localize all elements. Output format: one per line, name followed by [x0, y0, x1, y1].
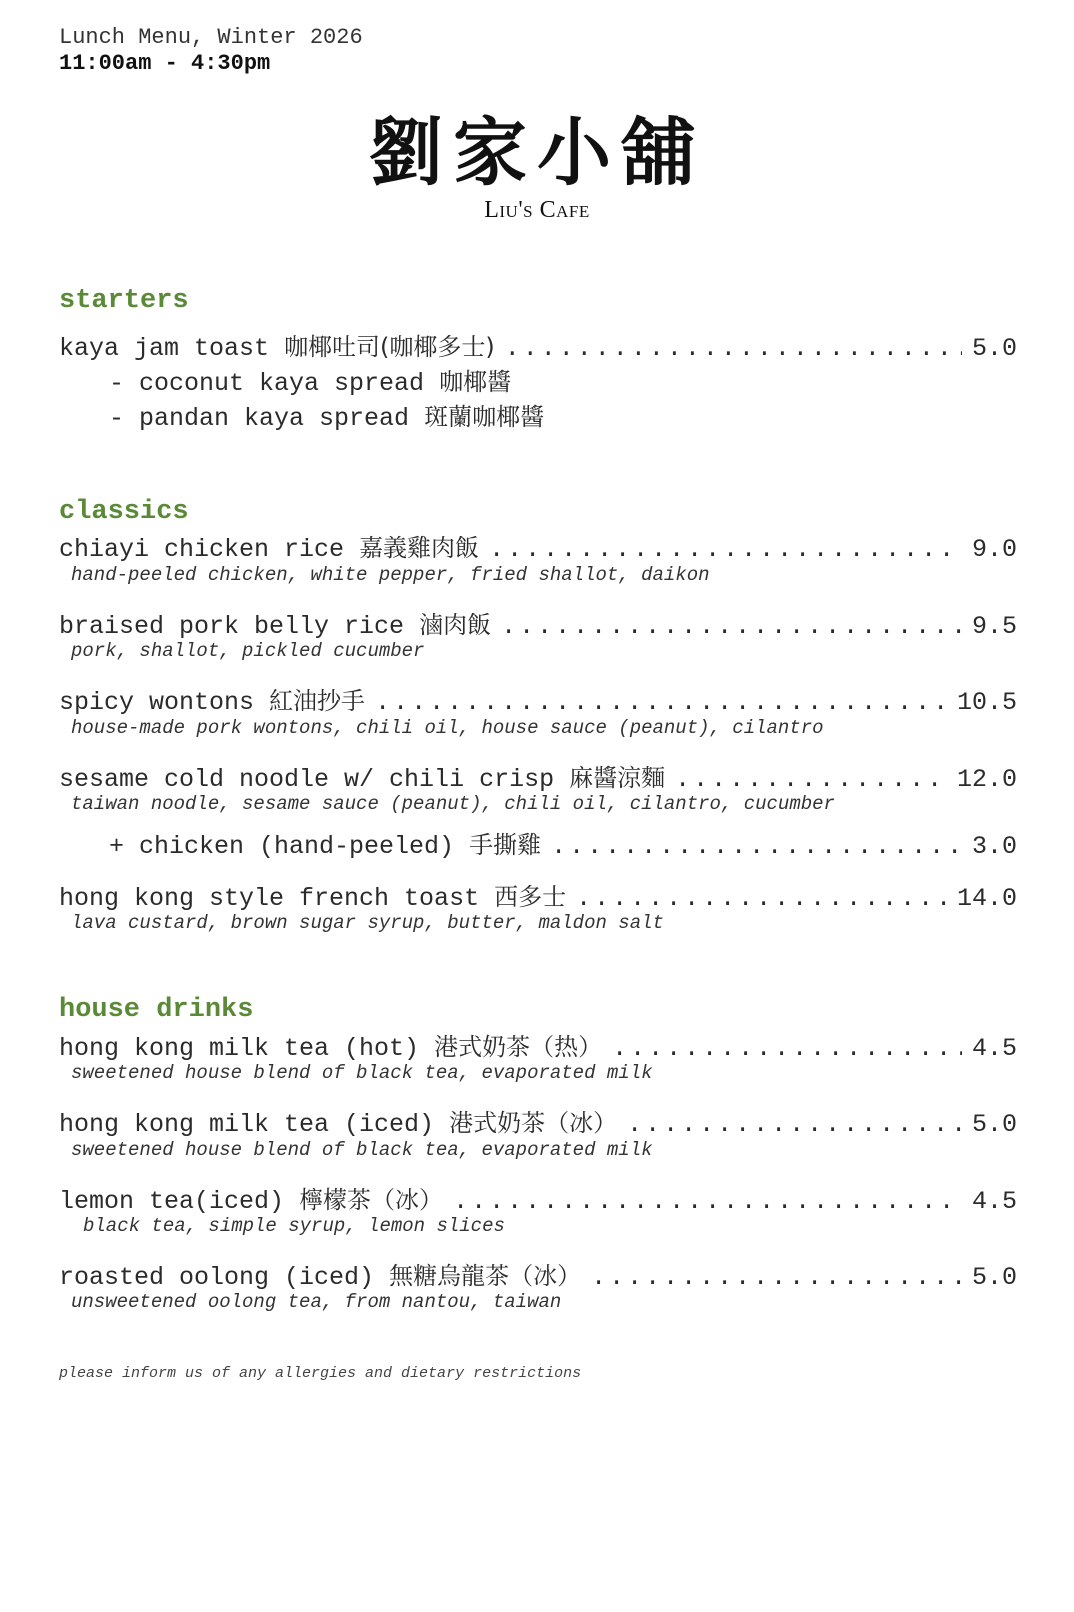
- dot-leader: [612, 1032, 962, 1066]
- item-name: hong kong milk tea (iced) 港式奶茶（冰）: [59, 1109, 618, 1139]
- dot-leader: [505, 332, 962, 366]
- item-description: hand-peeled chicken, white pepper, fried shallot, daikon: [71, 564, 710, 586]
- item-price: 12.0: [956, 765, 1017, 794]
- dot-leader: [453, 1185, 962, 1219]
- item-price: 10.5: [956, 688, 1017, 717]
- allergy-note: please inform us of any allergies and dietary restrictions: [59, 1365, 582, 1382]
- item-price: 5.0: [971, 1110, 1017, 1139]
- menu-item: [59, 761, 1017, 795]
- addon-price: 3.0: [971, 832, 1017, 861]
- menu-hours: 11:00am - 4:30pm: [59, 51, 271, 76]
- section-title-starters: starters: [59, 286, 189, 316]
- item-name: hong kong milk tea (hot) 港式奶茶（热）: [59, 1033, 603, 1063]
- menu-item: [59, 1106, 1017, 1140]
- item-name: sesame cold noodle w/ chili crisp 麻醬涼麵: [59, 764, 666, 794]
- cafe-logo: [0, 110, 1074, 224]
- menu-item: [59, 330, 1017, 364]
- dot-leader: [375, 686, 947, 720]
- item-description: sweetened house blend of black tea, evaporated milk: [71, 1062, 653, 1084]
- item-name: braised pork belly rice 滷肉飯: [59, 611, 492, 641]
- item-description: house-made pork wontons, chili oil, house sauce (peanut), cilantro: [71, 717, 824, 739]
- menu-item: [59, 684, 1017, 718]
- item-name: roasted oolong (iced) 無糖烏龍茶（冰）: [59, 1262, 582, 1292]
- menu-item: [59, 608, 1017, 642]
- item-description: taiwan noodle, sesame sauce (peanut), chili oil, cilantro, cucumber: [71, 793, 835, 815]
- item-price: 5.0: [971, 1263, 1017, 1292]
- item-name: spicy wontons 紅油抄手: [59, 687, 366, 717]
- addon-name: + chicken (hand-peeled) 手撕雞: [109, 831, 542, 861]
- item-name: kaya jam toast 咖椰吐司(咖椰多士): [59, 333, 495, 363]
- dot-leader: [489, 533, 962, 567]
- item-description: unsweetened oolong tea, from nantou, taiwan: [71, 1291, 562, 1313]
- item-name: chiayi chicken rice 嘉義雞肉飯: [59, 534, 480, 564]
- item-description: sweetened house blend of black tea, evaporated milk: [71, 1139, 653, 1161]
- section-title-classics: classics: [59, 497, 189, 527]
- menu-item: [59, 1259, 1017, 1293]
- item-price: 9.5: [971, 612, 1017, 641]
- menu-item: [59, 1183, 1017, 1217]
- item-price: 5.0: [971, 334, 1017, 363]
- item-description: lava custard, brown sugar syrup, butter, maldon salt: [71, 912, 664, 934]
- item-price: 4.5: [971, 1034, 1017, 1063]
- menu-title: Lunch Menu, Winter 2026: [59, 25, 363, 50]
- dot-leader: [591, 1261, 962, 1295]
- dot-leader: [551, 830, 962, 864]
- menu-item: [59, 531, 1017, 565]
- item-price: 14.0: [956, 884, 1017, 913]
- item-description: black tea, simple syrup, lemon slices: [83, 1215, 505, 1237]
- section-title-house-drinks: house drinks: [59, 995, 254, 1025]
- item-description: pork, shallot, pickled cucumber: [71, 640, 425, 662]
- item-name: hong kong style french toast 西多士: [59, 883, 567, 913]
- dot-leader: [501, 610, 962, 644]
- logo-chinese-name: 劉家小舖: [369, 110, 705, 196]
- menu-addon: [109, 828, 1017, 862]
- menu-item: [59, 1030, 1017, 1064]
- item-option: - pandan kaya spread 斑蘭咖椰醬: [109, 403, 545, 433]
- dot-leader: [627, 1108, 962, 1142]
- logo-english-name: Liu's Cafe: [484, 197, 590, 223]
- item-price: 4.5: [971, 1187, 1017, 1216]
- item-option: - coconut kaya spread 咖椰醬: [109, 368, 512, 398]
- menu-item: [59, 880, 1017, 914]
- item-name: lemon tea(iced) 檸檬茶（冰）: [59, 1186, 444, 1216]
- item-price: 9.0: [971, 535, 1017, 564]
